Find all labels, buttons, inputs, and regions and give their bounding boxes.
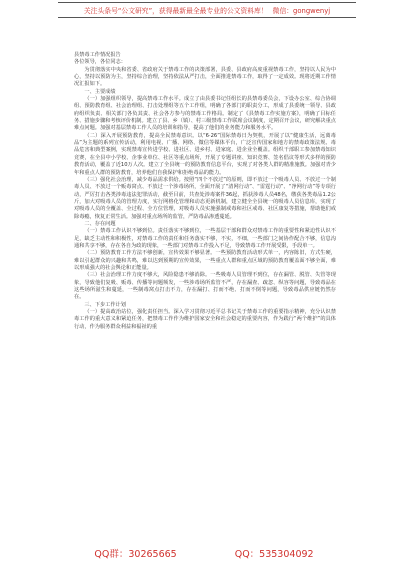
document-salutation: 各位领导，各位同志： [74,59,126,66]
body-paragraph: （一）加强组织领导，提高禁毒工作水平。成立了由县委书记任组长的县禁毒委员会，下设办公室、综合协调组、预防教育组、社会治理组、打击处理组等五个工作组，明确了各部门的职责分工，形成了县委统一领导、县政府组织负责、相关部门各负其责、社会各方参与的禁毒工作格局。制定了《县禁毒工作实施方案》，明确了目标任务、措施步骤和考核评价机制。建立了县、乡（镇）、村三级禁毒工作联席会议制度，定期召开会议，研究解决重点难点问题。加强对基层禁毒工作人员的培训和指导，提高了他们的业务能力和服务水平。 [74,96,336,132]
document-body [74,52,336,331]
banner-wechat-text: 微信：gongwenyj [272,7,331,15]
qq-group-text: QQ群：30265665 [94,549,177,560]
body-paragraph: （三）社会治理工作力度不够大，风险隐患不够消除。一些吸毒人员管理不到位，存在漏管、脱管、失管等现象，导致他们复吸、贩毒、传播等问题频发，一些涉毒场所监管不严，存在漏查、疏忽、纵容等问题，导致毒品在这些场所滋生和蔓延，一些制毒窝点打击不力，存在漏打、打而不绝、打而不倒等问题，导致毒品供应链仍然存在。 [74,272,336,301]
document-title: 县禁毒工作情况报告 [74,52,121,58]
section-heading: 一、主要成绩 [84,88,116,95]
body-paragraph: （二）预防教育工作方法不够创新，宣传效果不够显著。一些预防教育活动形式单一，内容陈旧，方式生硬，难以引起群众的兴趣和共鸣，难以达到预期的宣传效果，一些重点人群和重点区域的预防教育覆盖面不够全面，难以形成强大的社会舆论和正能量。 [74,250,336,271]
body-paragraph: （一）提高政治站位，强化责任担当。深入学习贯彻习近平总书记关于禁毒工作的重要指示精神，充分认识禁毒工作的重大意义和紧迫任务，把禁毒工作作为维护国家安全和社会稳定的重要内容，作为践行“两个维护”的具体行动，作为服务群众利益和福祉的重 [74,309,336,330]
header-banner [58,2,356,18]
footer-contact [0,546,408,560]
banner-follow-text: 关注头条号“公文研究”，获得最新最全最专业的公文资料库！ [83,7,268,15]
body-paragraph: （一）禁毒工作认识不够到位。责任落实不够到位，一些基层干部和群众对禁毒工作的重要性和紧迫性认识不足，缺乏主动性和积极性，对禁毒工作的责任和任务落实不够，不实，不细，一些部门之间协作配合不够，信息沟通和共享不够，存在各自为政的现象，一些部门对禁毒工作投入不足，导致禁毒工作开展受限，手段单一。 [74,228,336,249]
intro-paragraph: 为贯彻落实中央和省委、省政府关于禁毒工作的决策部署，县委、县政府高度重视禁毒工作，坚持以人民为中心，坚持以预防为主，坚持综合治理，坚持依法从严打击，全面推进禁毒工作，取得了一定成效。现将近期工作情况汇报如下。 [74,66,336,88]
section-heading: 三、下步工作计划 [84,301,126,308]
body-paragraph: （二）深入开展预防教育，提高全民禁毒意识。以“6·26”国际禁毒日为契机，开展了以“健康生活，远离毒品”为主题的系列宣传活动，利用电视、广播、网络、微信等媒体平台，广泛宣传国家和地方的禁毒政策法规、毒品危害和典型案例，实现禁毒宣传进学校、进社区、进乡村、进家庭、进企业全覆盖。组织干部职工参加禁毒知识竞赛，在全县中小学校、企事业单位、社区等重点场所，开展了专题讲座、知识竞赛、签名倡议等形式多样的预防教育活动，覆盖了近10万人次。建立了全县统一的预防教育信息平台，实现了对各类人群的精准施教。加强对青少年和重点人群的预防教育，培养他们自我保护和拒绝毒品的能力。 [74,132,336,176]
section-heading: 二、存在问题 [84,220,116,227]
body-paragraph: （三）强化社会治理，减少毒品需求供给。按照“四个不放过”的原则，即不放过一个吸毒人员、不放过一个制毒人员、不放过一个贩毒窝点、不放过一个涉毒场所，全面开展了“清网行动”、“雷霆行动”、“净网行动”等专项行动，严厉打击各类涉毒违法犯罪活动，截至目前，共查处涉毒案件36起，抓获涉毒人员48名，缴获各类毒品1.2公斤，加大对吸毒人员的管理力度，实行网格化管理和动态更新机制，建立健全全县统一的吸毒人员信息库，实现了对吸毒人员的全覆盖、全过程、全方位管理，对吸毒人员实施强制戒毒和社区戒毒、社区康复等措施，帮助他们戒除毒瘾，恢复正常生活。加强对重点场所的监管，严防毒品渗透蔓延。 [74,176,336,220]
qq-number-text: QQ：535304092 [234,549,314,560]
